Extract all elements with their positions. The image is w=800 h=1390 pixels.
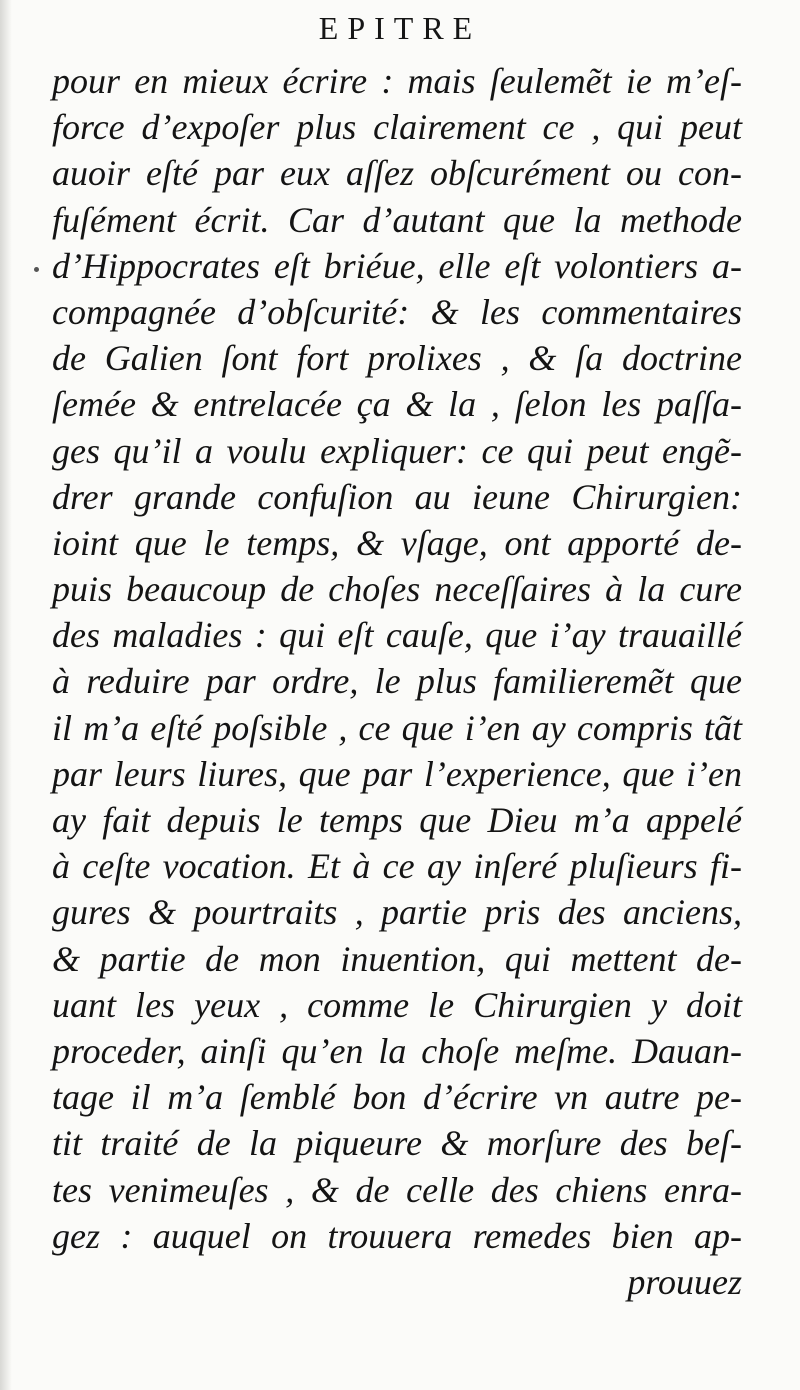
text-line: force d’expoſer plus clairement ce , qui peut <box>52 107 742 148</box>
text-line: à reduire par ordre, le plus familieremẽt que <box>52 661 742 702</box>
text-line: ſemée & entrelacée ça & la , ſelon les paſſa- <box>52 384 742 425</box>
text-line: drer grande confuſion au ieune Chirurgien: <box>52 476 742 517</box>
text-line: gez : auquel on trouuera remedes bien ap- <box>52 1215 742 1256</box>
text-line: proceder, ainſi qu’en la choſe meſme. Dauan- <box>52 1030 742 1071</box>
text-line: ges qu’il a voulu expliquer: ce qui peut engẽ- <box>52 430 742 471</box>
text-line: il m’a eſté poſsible , ce que i’en ay compris tãt <box>52 707 742 748</box>
text-line: tes venimeuſes , & de celle des chiens enra- <box>52 1169 742 1210</box>
text-line: compagnée d’obſcurité: & les commentaires <box>52 291 742 332</box>
text-line: d’Hippocrates eſt briéue, elle eſt volontiers a- <box>52 245 742 286</box>
text-line: & partie de mon inuention, qui mettent de- <box>52 938 742 979</box>
text-line: par leurs liures, que par l’experience, que i’en <box>52 753 742 794</box>
text-line: ioint que le temps, & vſage, ont apporté de- <box>52 522 742 563</box>
text-line: tage il m’a ſemblé bon d’écrire vn autre pe- <box>52 1077 742 1118</box>
text-line: uant les yeux , comme le Chirurgien y doit <box>52 984 742 1025</box>
running-head: EPITRE <box>318 10 482 46</box>
text-line: de Galien ſont fort prolixes , & ſa doctrine <box>52 338 742 379</box>
text-line: puis beaucoup de choſes neceſſaires à la cure <box>52 569 742 610</box>
text-line: à ceſte vocation. Et à ce ay inſeré pluſieurs fi- <box>52 846 742 887</box>
text-line: pour en mieux écrire : mais ſeulemẽt ie m’eſ- <box>52 61 742 101</box>
text-line: des maladies : qui eſt cauſe, que i’ay trauaillé <box>52 615 742 656</box>
text-line: tit traité de la piqueure & morſure des beſ- <box>52 1123 742 1164</box>
text-line: gures & pourtraits , partie pris des anciens, <box>52 892 742 933</box>
text-line: ay fait depuis le temps que Dieu m’a appelé <box>52 800 742 840</box>
body-text <box>52 58 742 1305</box>
text-line: fuſément écrit. Car d’autant que la methode <box>52 199 742 240</box>
text-line: auoir eſté par eux aſſez obſcurément ou con- <box>52 153 742 194</box>
margin-mark <box>34 267 39 272</box>
catchword: prouuez <box>627 1261 742 1302</box>
binding-shadow <box>0 0 12 1390</box>
